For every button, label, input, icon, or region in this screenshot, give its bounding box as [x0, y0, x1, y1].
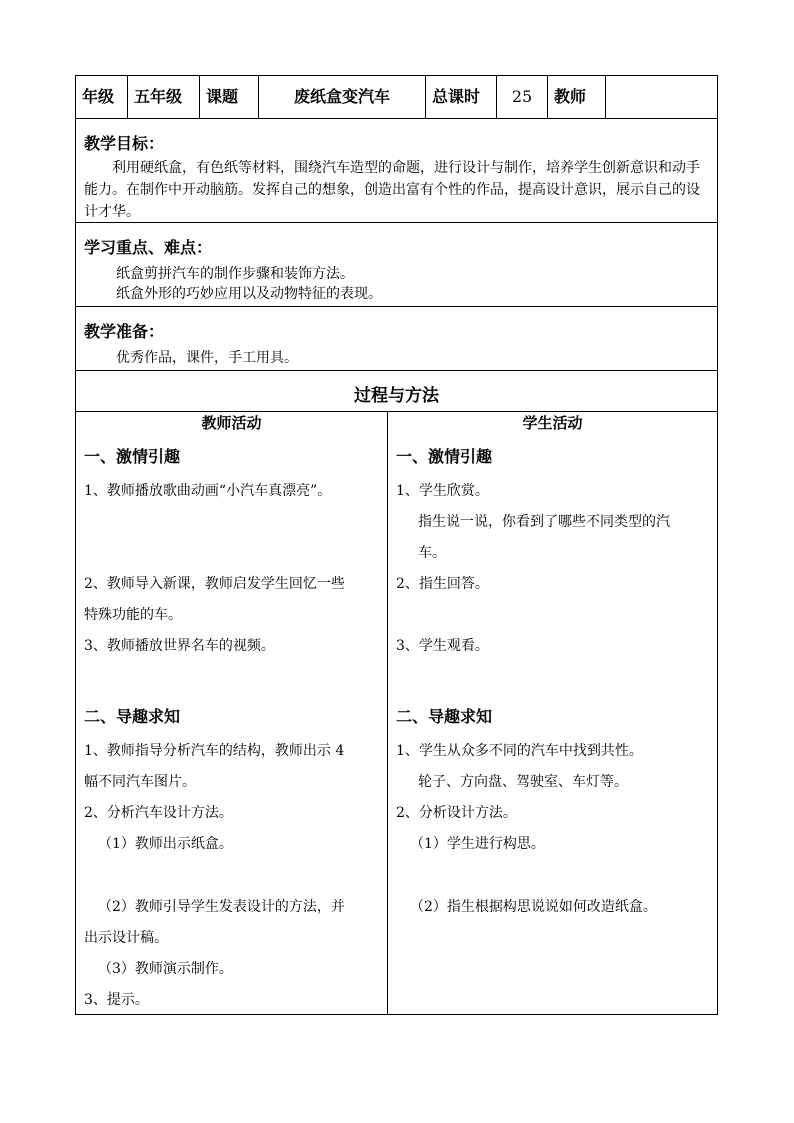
- student-item: 1、学生欣赏。: [396, 483, 489, 499]
- student-activity-column: [388, 412, 717, 1014]
- process-title: 过程与方法: [354, 386, 439, 406]
- student-item: 1、学生从众多不同的汽车中找到共性。: [396, 743, 643, 759]
- objectives-text: 利用硬纸盒，有色纸等材料，围绕汽车造型的命题，进行设计与制作，培养学生创新意识和动手能力。在制作中开动脑筋。发挥自己的想象，创造出富有个性的作品，提高设计意识，展示自己的设计才华。: [84, 160, 700, 220]
- student-section1-title: 一、激情引趣: [396, 447, 493, 466]
- teacher-activity-head: 教师活动: [201, 414, 262, 432]
- header-row: [76, 76, 717, 119]
- teacher-activity-column: [76, 412, 388, 1014]
- teacher-value: [606, 76, 717, 118]
- teacher-item: 出示设计稿。: [84, 930, 168, 946]
- teacher-item: 特殊功能的车。: [84, 607, 182, 623]
- teacher-label: 教师: [548, 76, 606, 118]
- teacher-item: 幅不同汽车图片。: [84, 774, 196, 790]
- teacher-item: 2、分析汽车设计方法。: [84, 805, 233, 821]
- total-hours-value: 25: [497, 76, 548, 118]
- preparation-section: [76, 307, 717, 371]
- teacher-item: 3、教师播放世界名车的视频。: [84, 638, 275, 654]
- student-item: 2、指生回答。: [396, 576, 489, 592]
- teacher-section2-title: 二、导趣求知: [84, 707, 181, 726]
- grade-label: 年级: [76, 76, 128, 118]
- topic-value: 废纸盒变汽车: [259, 76, 426, 118]
- student-activity-head: 学生活动: [522, 414, 583, 432]
- keypoints-section: [76, 223, 717, 307]
- topic-label: 课题: [200, 76, 259, 118]
- student-section2-title: 二、导趣求知: [396, 707, 493, 726]
- teacher-item: 1、教师指导分析汽车的结构，教师出示 4: [84, 743, 345, 759]
- student-item: （1）学生进行构思。: [410, 836, 545, 852]
- keypoint-line: 纸盒外形的巧妙应用以及动物特征的表现。: [116, 286, 382, 302]
- student-item: 轮子、方向盘、驾驶室、车灯等。: [418, 774, 628, 790]
- teacher-section1-title: 一、激情引趣: [84, 447, 181, 466]
- student-item: 指生说一说，你看到了哪些不同类型的汽: [418, 514, 670, 530]
- lesson-plan-table: [75, 75, 718, 1015]
- student-item: 车。: [418, 545, 446, 561]
- preparation-text: 优秀作品，课件，手工用具。: [116, 350, 298, 366]
- student-item: （2）指生根据构思说说如何改造纸盒。: [410, 899, 657, 915]
- grade-value: 五年级: [128, 76, 200, 118]
- preparation-title: 教学准备：: [84, 322, 165, 341]
- student-item: 3、学生观看。: [396, 638, 489, 654]
- keypoints-title: 学习重点、难点：: [84, 238, 213, 257]
- teacher-item: 3、提示。: [84, 992, 149, 1008]
- student-item: 2、分析设计方法。: [396, 805, 517, 821]
- objectives-title: 教学目标：: [84, 134, 165, 153]
- teacher-item: （3）教师演示制作。: [98, 961, 233, 977]
- teacher-item: 2、教师导入新课，教师启发学生回忆一些: [84, 576, 345, 592]
- total-hours-label: 总课时: [426, 76, 497, 118]
- objectives-section: [76, 119, 717, 223]
- teacher-item: 1、教师播放歌曲动画“小汽车真漂亮”。: [84, 483, 332, 499]
- teacher-item: （2）教师引导学生发表设计的方法，并: [98, 899, 345, 915]
- keypoint-line: 纸盒剪拼汽车的制作步骤和装饰方法。: [116, 266, 354, 282]
- teacher-item: （1）教师出示纸盒。: [98, 836, 233, 852]
- process-title-row: [76, 371, 717, 412]
